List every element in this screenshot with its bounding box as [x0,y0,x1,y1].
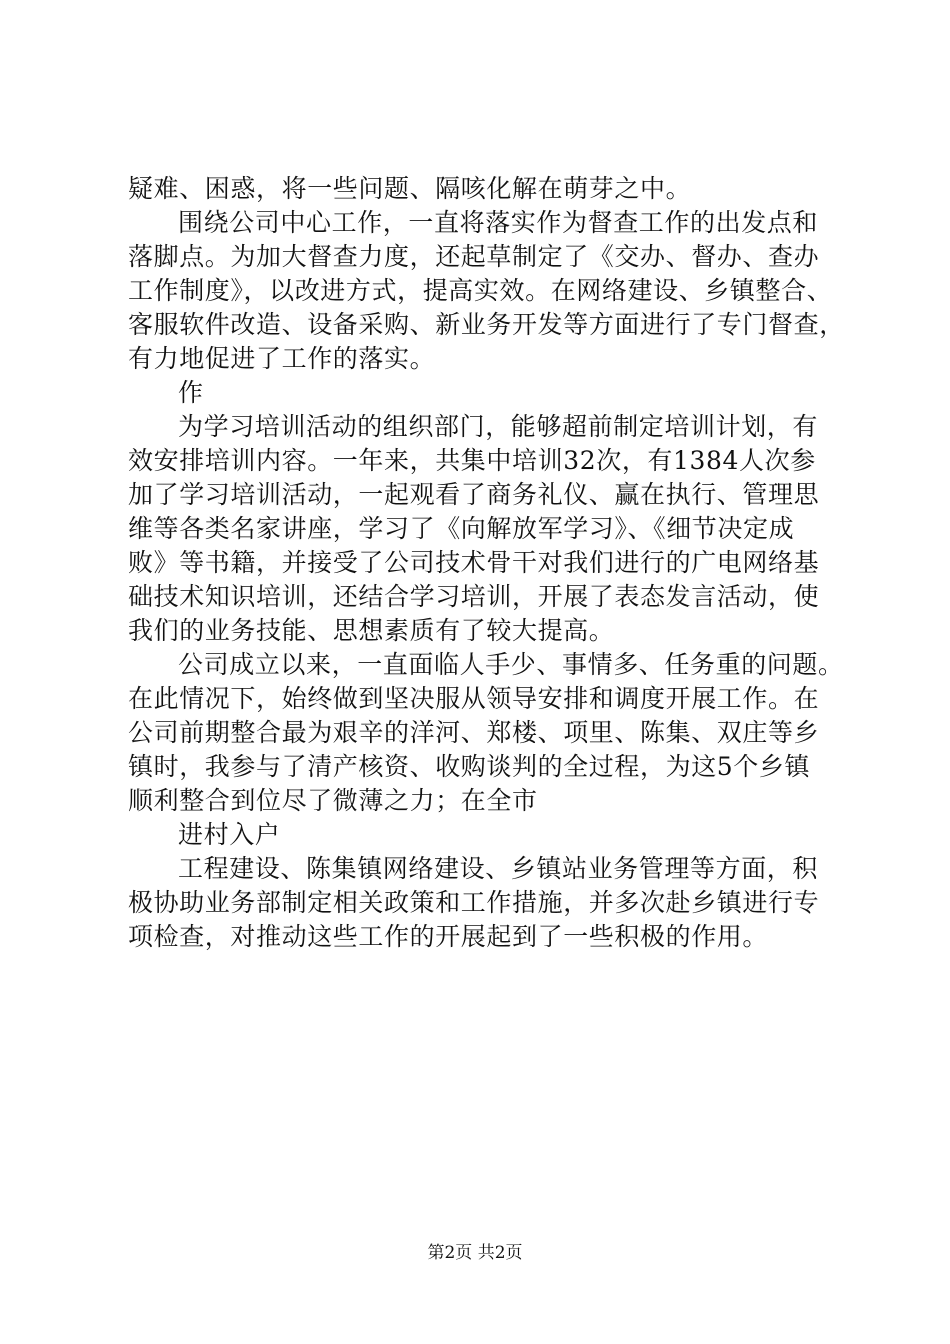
text-line: 我们的业务技能、思想素质有了较大提高。 [128,616,615,645]
text-line: 在此情况下，始终做到坚决服从领导安排和调度开展工作。在 [128,684,820,713]
text-line: 有力地促进了工作的落实。 [128,344,436,373]
text-line: 疑难、困惑，将一些问题、隔咳化解在萌芽之中。 [128,174,692,203]
text-line: 加了学习培训活动，一起观看了商务礼仪、赢在执行、管理思 [128,480,820,509]
text-line: 工作制度》，以改进方式，提高实效。在网络建设、乡镇整合、 [128,276,833,305]
page-indicator: 第2页 共2页 [427,1243,523,1263]
text-line: 公司前期整合最为艰辛的洋河、郑楼、项里、陈集、双庄等乡 [128,718,820,747]
text-line: 败》等书籍，并接受了公司技术骨干对我们进行的广电网络基 [128,548,820,577]
text-line: 为学习培训活动的组织部门，能够超前制定培训计划，有 [178,412,819,441]
text-line: 进村入户 [178,820,281,849]
text-line: 围绕公司中心工作，一直将落实作为督查工作的出发点和 [178,208,819,237]
text-line: 工程建设、陈集镇网络建设、乡镇站业务管理等方面，积 [178,854,819,883]
text-line: 镇时，我参与了清产核资、收购谈判的全过程，为这5个乡镇 [128,752,811,781]
text-line: 作 [178,378,204,407]
text-line: 极协助业务部制定相关政策和工作措施，并多次赴乡镇进行专 [128,888,820,917]
text-line: 维等各类名家讲座，学习了《向解放军学习》、《细节决定成 [128,514,795,543]
text-line: 效安排培训内容。一年来，共集中培训32次，有1384人次参 [128,446,816,475]
text-line: 础技术知识培训，还结合学习培训，开展了表态发言活动，使 [128,582,820,611]
text-line: 顺利整合到位尽了微薄之力；在全市 [128,786,538,815]
text-line: 项检查，对推动这些工作的开展起到了一些积极的作用。 [128,922,769,951]
text-line: 落脚点。为加大督查力度，还起草制定了《交办、督办、查办 [128,242,820,271]
text-line: 公司成立以来，一直面临人手少、事情多、任务重的问题。 [178,650,844,679]
text-line: 客服软件改造、设备采购、新业务开发等方面进行了专门督查， [128,310,845,339]
